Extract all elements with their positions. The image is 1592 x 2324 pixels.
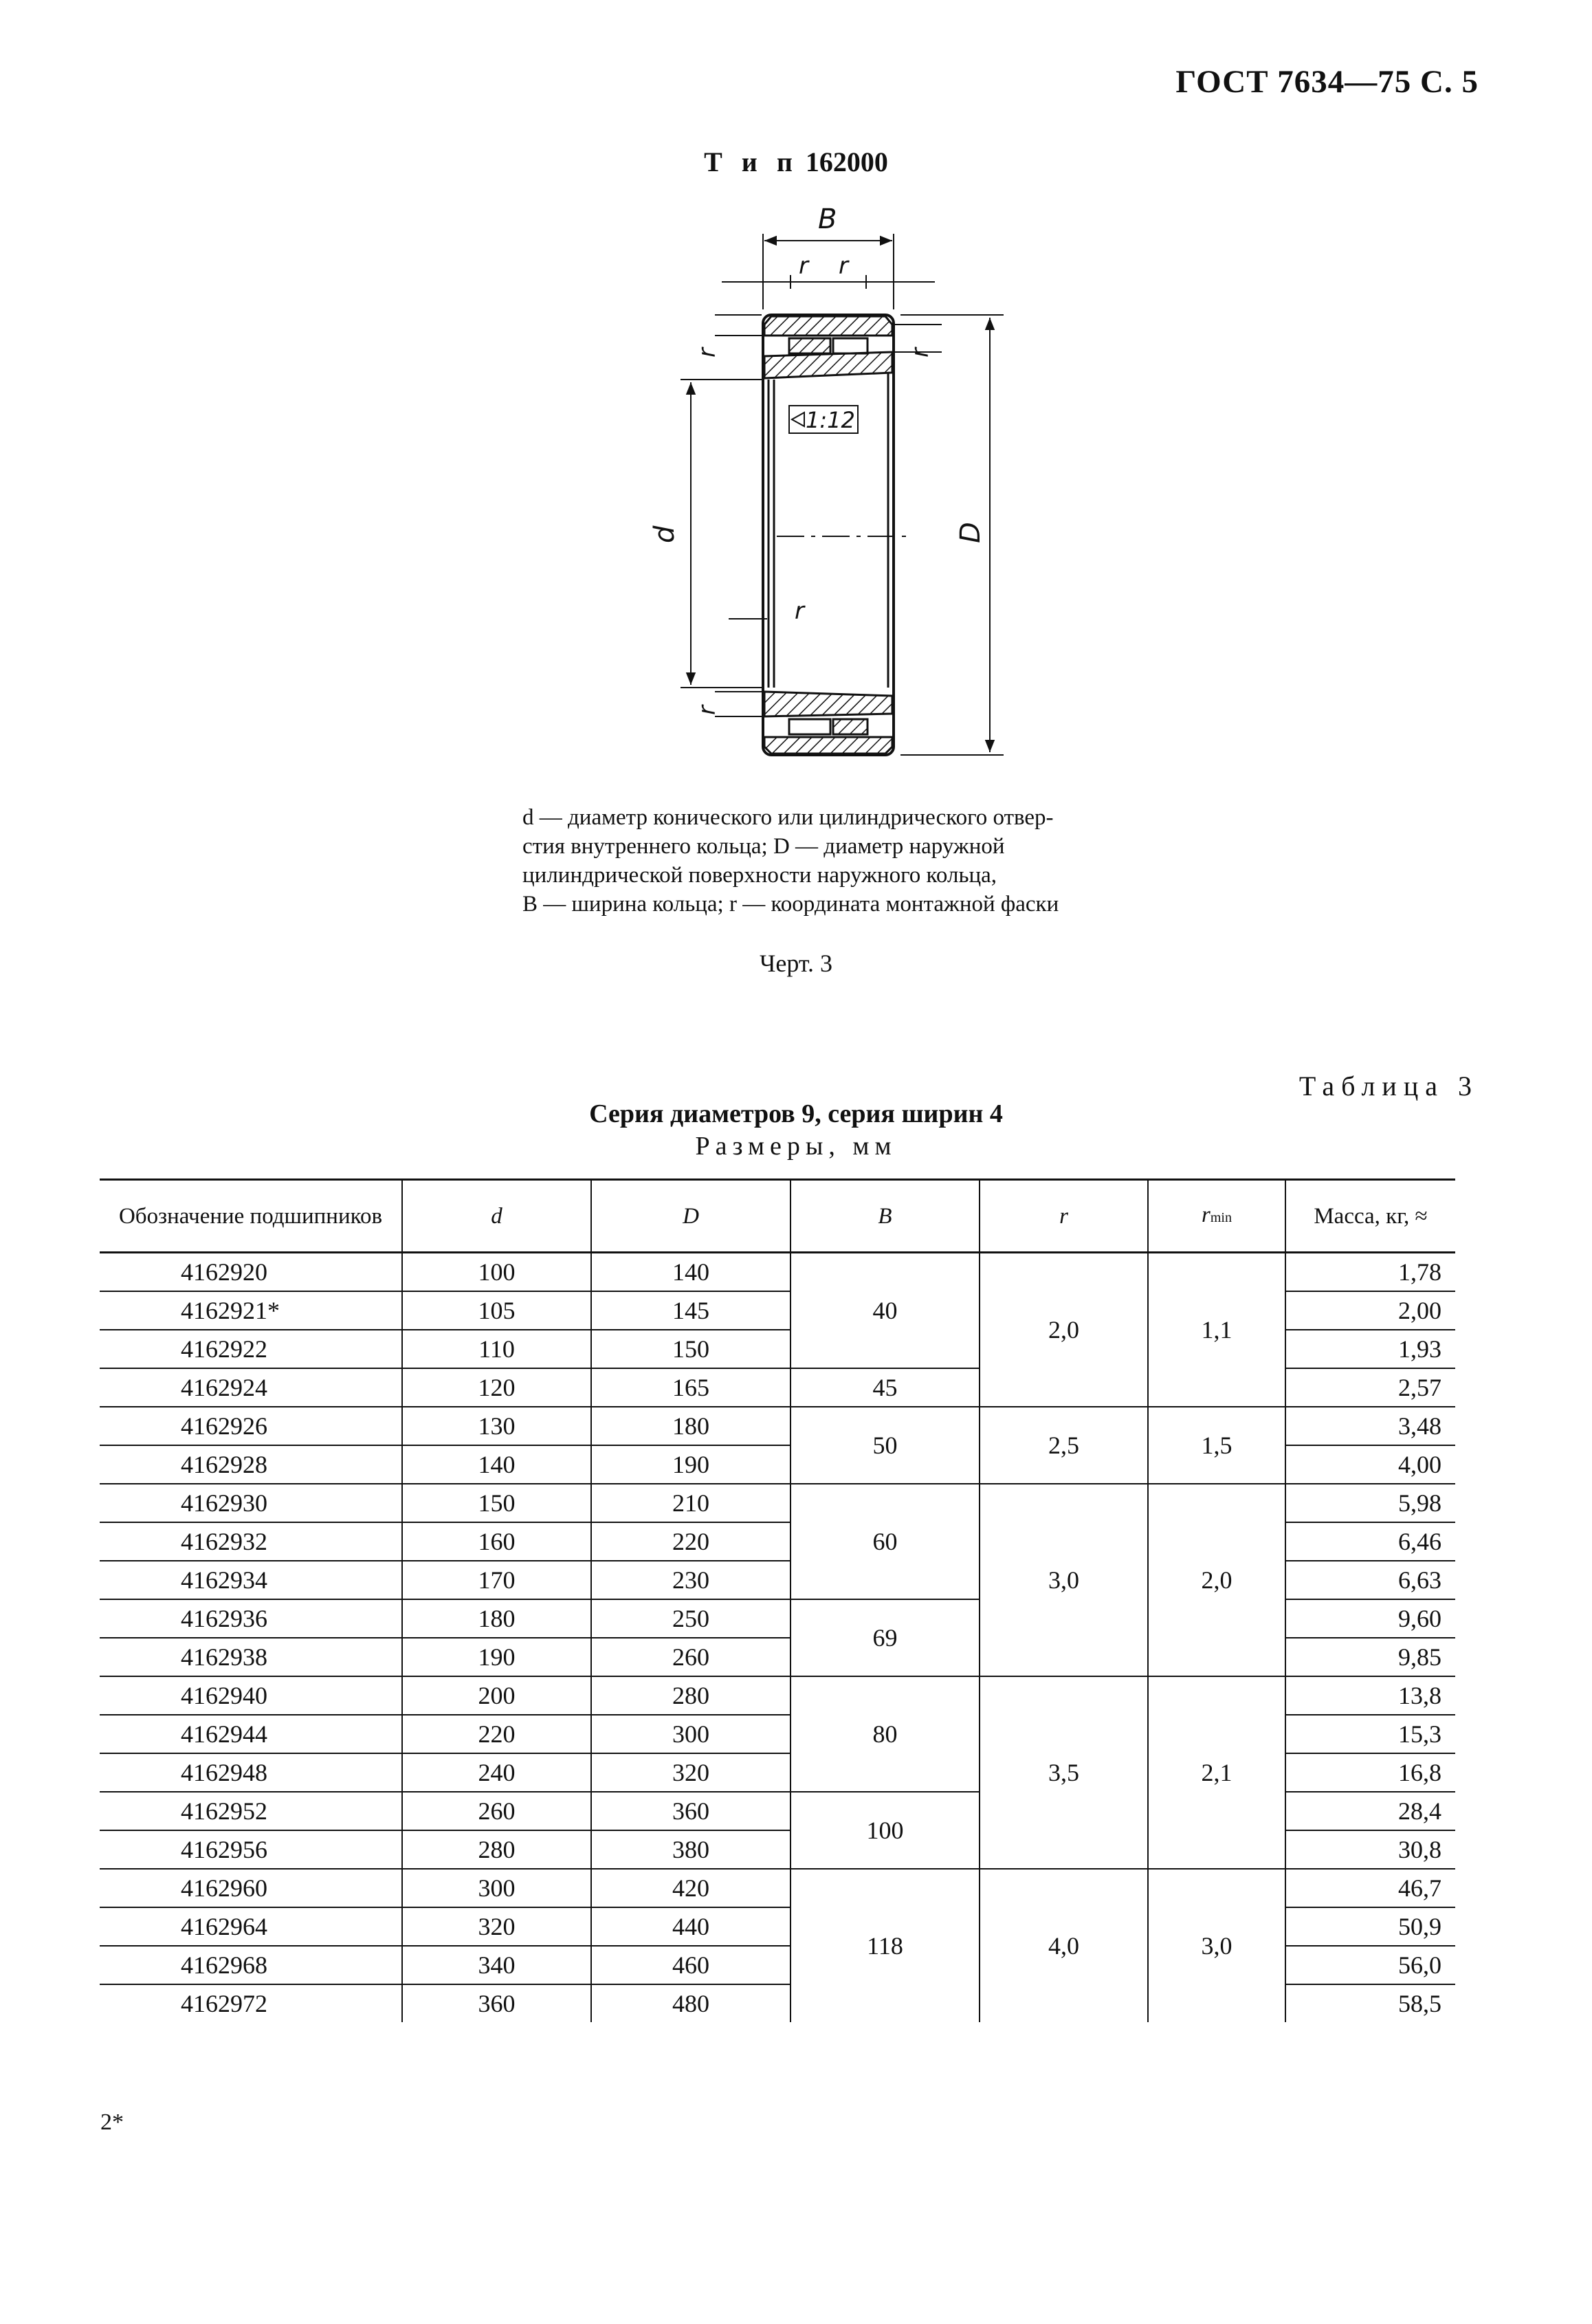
cell-D: 230 <box>591 1561 791 1599</box>
cell-B: 80 <box>791 1676 980 1792</box>
cell-B: 40 <box>791 1253 980 1369</box>
cell-D: 460 <box>591 1946 791 1984</box>
figure-caption: Черт. 3 <box>760 950 832 977</box>
cell-d: 105 <box>402 1291 591 1330</box>
cell-mass: 6,46 <box>1285 1522 1455 1561</box>
label-r-top-right: r <box>839 252 848 280</box>
table-row <box>100 1869 1455 1907</box>
cell-D: 220 <box>591 1522 791 1561</box>
label-r-top-left: r <box>799 252 808 280</box>
cell-D: 140 <box>591 1253 791 1292</box>
cell-mass: 16,8 <box>1285 1753 1455 1792</box>
cell-d: 280 <box>402 1830 591 1869</box>
cell-D: 300 <box>591 1715 791 1753</box>
cell-d: 120 <box>402 1368 591 1407</box>
cell-designation: 4162921* <box>100 1291 402 1330</box>
cell-mass: 46,7 <box>1285 1869 1455 1907</box>
cell-d: 160 <box>402 1522 591 1561</box>
cell-d: 340 <box>402 1946 591 1984</box>
cell-designation: 4162948 <box>100 1753 402 1792</box>
cell-mass: 2,00 <box>1285 1291 1455 1330</box>
cell-B: 118 <box>791 1869 980 2022</box>
cell-designation: 4162944 <box>100 1715 402 1753</box>
cell-mass: 3,48 <box>1285 1407 1455 1445</box>
legend-line: B — ширина кольца; r — координата монтажной фаски <box>522 892 1059 917</box>
figure-legend <box>522 803 1165 919</box>
bearing-drawing <box>619 206 1045 770</box>
cell-r: 2,0 <box>980 1253 1148 1407</box>
cell-r-min: 3,0 <box>1148 1869 1285 2022</box>
cell-d: 170 <box>402 1561 591 1599</box>
cell-mass: 5,98 <box>1285 1484 1455 1522</box>
cell-d: 110 <box>402 1330 591 1368</box>
cell-r-min: 1,5 <box>1148 1407 1285 1484</box>
cell-D: 320 <box>591 1753 791 1792</box>
label-B: B <box>818 206 837 235</box>
cell-d: 360 <box>402 1984 591 2022</box>
cell-r: 2,5 <box>980 1407 1148 1484</box>
cell-mass: 50,9 <box>1285 1907 1455 1946</box>
table-header-row <box>100 1180 1455 1253</box>
cell-mass: 6,63 <box>1285 1561 1455 1599</box>
cell-r: 4,0 <box>980 1869 1148 2022</box>
cell-designation: 4162928 <box>100 1445 402 1484</box>
cell-D: 480 <box>591 1984 791 2022</box>
label-d: d <box>649 525 681 543</box>
taper-label: 1:12 <box>806 407 855 433</box>
cell-designation: 4162934 <box>100 1561 402 1599</box>
cell-D: 380 <box>591 1830 791 1869</box>
table-row <box>100 1484 1455 1522</box>
cell-D: 180 <box>591 1407 791 1445</box>
cell-r: 3,5 <box>980 1676 1148 1869</box>
cell-mass: 1,78 <box>1285 1253 1455 1292</box>
cell-designation: 4162920 <box>100 1253 402 1292</box>
cell-designation: 4162964 <box>100 1907 402 1946</box>
cell-mass: 13,8 <box>1285 1676 1455 1715</box>
type-title <box>0 146 1592 178</box>
bearing-table <box>100 1179 1455 2022</box>
cell-d: 200 <box>402 1676 591 1715</box>
page-header: ГОСТ 7634—75 С. 5 <box>1175 64 1479 100</box>
cell-mass: 4,00 <box>1285 1445 1455 1484</box>
cell-d: 190 <box>402 1638 591 1676</box>
taper-symbol <box>792 413 804 426</box>
dimensions-note: Размеры, мм <box>695 1132 897 1161</box>
cell-B: 60 <box>791 1484 980 1599</box>
label-r-left: r <box>694 348 721 358</box>
cell-d: 220 <box>402 1715 591 1753</box>
cell-D: 190 <box>591 1445 791 1484</box>
cell-D: 250 <box>591 1599 791 1638</box>
cell-designation: 4162968 <box>100 1946 402 1984</box>
cell-B: 45 <box>791 1368 980 1407</box>
label-r-bottom-left: r <box>694 705 721 715</box>
cell-D: 165 <box>591 1368 791 1407</box>
cell-D: 440 <box>591 1907 791 1946</box>
table-row <box>100 1676 1455 1715</box>
table-label: Таблица 3 <box>1298 1071 1479 1101</box>
cell-r-min: 2,1 <box>1148 1676 1285 1869</box>
cell-designation: 4162932 <box>100 1522 402 1561</box>
header-r: r <box>980 1180 1148 1253</box>
cell-r-min: 1,1 <box>1148 1253 1285 1407</box>
cell-r-min: 2,0 <box>1148 1484 1285 1676</box>
cell-designation: 4162940 <box>100 1676 402 1715</box>
type-title-prefix: Т и п <box>704 146 799 177</box>
cell-D: 280 <box>591 1676 791 1715</box>
cell-B: 100 <box>791 1792 980 1869</box>
cell-d: 130 <box>402 1407 591 1445</box>
cell-designation: 4162930 <box>100 1484 402 1522</box>
cell-designation: 4162926 <box>100 1407 402 1445</box>
series-title: Серия диаметров 9, серия ширин 4 <box>589 1099 1003 1128</box>
cell-designation: 4162922 <box>100 1330 402 1368</box>
header-B: B <box>791 1180 980 1253</box>
type-title-number: 162000 <box>805 146 888 177</box>
cell-designation: 4162952 <box>100 1792 402 1830</box>
header-d: d <box>402 1180 591 1253</box>
cell-mass: 9,60 <box>1285 1599 1455 1638</box>
cell-d: 100 <box>402 1253 591 1292</box>
legend-line: стия внутреннего кольца; D — диаметр наружной <box>522 834 1005 859</box>
table-row <box>100 1407 1455 1445</box>
cell-d: 300 <box>402 1869 591 1907</box>
cell-mass: 2,57 <box>1285 1368 1455 1407</box>
cell-d: 240 <box>402 1753 591 1792</box>
cell-designation: 4162956 <box>100 1830 402 1869</box>
cell-D: 145 <box>591 1291 791 1330</box>
header-designation: Обозначение подшипников <box>100 1180 402 1253</box>
cell-r: 3,0 <box>980 1484 1148 1676</box>
cell-D: 260 <box>591 1638 791 1676</box>
cell-mass: 58,5 <box>1285 1984 1455 2022</box>
cell-mass: 56,0 <box>1285 1946 1455 1984</box>
header-r-min <box>1148 1180 1285 1253</box>
cell-designation: 4162924 <box>100 1368 402 1407</box>
header-r-min-sub: min <box>1210 1209 1232 1225</box>
header-D: D <box>591 1180 791 1253</box>
cell-mass: 15,3 <box>1285 1715 1455 1753</box>
cell-d: 140 <box>402 1445 591 1484</box>
footnote-mark: 2* <box>100 2109 124 2135</box>
cell-designation: 4162938 <box>100 1638 402 1676</box>
header-mass: Масса, кг, ≈ <box>1285 1180 1455 1253</box>
legend-line: цилиндрической поверхности наружного кольца, <box>522 863 997 888</box>
cell-d: 320 <box>402 1907 591 1946</box>
header-r-min-symbol: r <box>1202 1202 1210 1227</box>
table-row <box>100 1253 1455 1292</box>
cell-D: 420 <box>591 1869 791 1907</box>
label-D: D <box>955 522 986 543</box>
cell-mass: 30,8 <box>1285 1830 1455 1869</box>
cell-designation: 4162972 <box>181 1990 267 2017</box>
cell-designation: 4162936 <box>100 1599 402 1638</box>
cell-designation: 4162960 <box>100 1869 402 1907</box>
label-r-inner: r <box>795 598 804 625</box>
cell-d: 260 <box>402 1792 591 1830</box>
cell-B: 50 <box>791 1407 980 1484</box>
cell-d: 180 <box>402 1599 591 1638</box>
cell-mass: 9,85 <box>1285 1638 1455 1676</box>
cell-D: 150 <box>591 1330 791 1368</box>
cell-D: 360 <box>591 1792 791 1830</box>
cell-D: 210 <box>591 1484 791 1522</box>
cell-B: 69 <box>791 1599 980 1676</box>
cell-mass: 28,4 <box>1285 1792 1455 1830</box>
cell-mass: 1,93 <box>1285 1330 1455 1368</box>
legend-line: d — диаметр конического или цилиндрического отвер- <box>522 805 1054 830</box>
cell-d: 150 <box>402 1484 591 1522</box>
label-r-right: r <box>907 348 934 358</box>
